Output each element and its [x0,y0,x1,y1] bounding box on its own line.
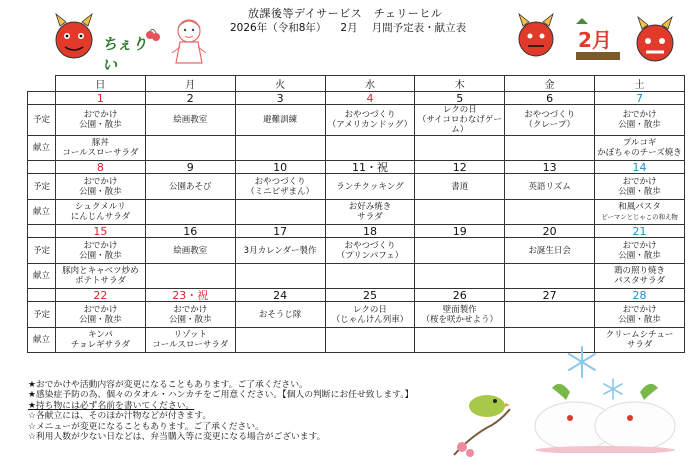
calendar-table [27,75,685,353]
menu-cell [145,136,235,161]
date-cell: 2 [145,92,235,105]
note-item: ★おでかけや活動内容が変更になることもあります。ご了承ください。 [28,380,308,390]
schedule-line: 3月カレンダー製作 [243,245,317,256]
date-cell: 27 [505,289,595,302]
menu-cell [235,136,325,161]
date-cell: 19 [415,225,505,238]
schedule-line: おでかけ [83,304,118,315]
menu-cell [145,200,235,225]
schedule-line: おでかけ [622,176,657,187]
schedule-cell [145,105,235,136]
menu-cell [595,264,685,289]
schedule-line: （ミニピザまん） [246,186,315,197]
schedule-row-label: 予定 [28,174,56,200]
menu-cell [235,200,325,225]
schedule-line: 書道 [451,181,469,192]
schedule-cell [235,238,325,264]
month-label: 2月 [340,22,358,34]
schedule-cell [235,302,325,328]
notes-section [28,380,413,442]
schedule-line: （クレープ） [524,120,575,130]
date-cell: 11・祝 [325,161,415,174]
cherry-logo-icon [100,27,160,74]
date-cell: 26 [415,289,505,302]
schedule-line: 公園・散歩 [169,314,212,325]
schedule-cell [415,238,505,264]
date-cell: 15 [56,225,146,238]
date-cell: 28 [595,289,685,302]
schedule-line: おやつづくり [344,110,396,120]
menu-cell [145,264,235,289]
weekday-thu: 木 [415,76,505,92]
schedule-line: 英語リズム [528,181,571,192]
schedule-line: おやつづくり [524,110,576,120]
menu-cell [595,200,685,225]
schedule-cell [145,174,235,200]
schedule-cell [145,302,235,328]
schedule-line: （サイコロわなげゲーム） [417,115,502,135]
date-cell: 14 [595,161,685,174]
menu-line: 豚丼 [91,138,109,148]
schedule-row-label: 予定 [28,302,56,328]
weekday-sat: 土 [595,76,685,92]
schedule-line: おでかけ [622,110,657,120]
girl-drawing-icon [168,15,210,70]
date-label-cell [28,92,56,105]
menu-line: プルコギ [622,138,657,148]
schedule-line: レクの日 [442,105,477,115]
date-cell: 3 [235,92,325,105]
logo-text: ちぇりい [102,35,148,74]
schedule-cell [56,105,146,136]
schedule-line: 絵画教室 [173,245,208,256]
schedule-cell [325,174,415,200]
schedule-line: 公園あそび [169,181,212,192]
schedule-cell [325,302,415,328]
schedule-cell [235,174,325,200]
note-item: ★感染症予防の為、個々のタオル・ハンカチをご用意ください。【個人の判断にお任せ致します。】 [28,390,414,401]
schedule-row [28,174,685,200]
schedule-row [28,302,685,328]
bird-icon [465,390,510,420]
menu-line: ポテトサラダ [74,276,126,286]
weekday-mon: 月 [145,76,235,92]
schedule-line: 公園・散歩 [79,250,122,261]
schedule-cell [505,302,595,328]
schedule-cell [56,302,146,328]
menu-line: クリームシチュー [605,330,674,340]
schedule-line: おでかけ [83,240,118,251]
schedule-line: （じゃんけん列車） [331,314,409,325]
menu-cell [595,136,685,161]
date-label-cell [28,161,56,174]
date-cell: 22 [56,289,146,302]
schedule-line: レクの日 [353,304,387,315]
date-cell: 6 [505,92,595,105]
schedule-line: おやつづくり [254,176,306,187]
page-title: 放課後等デイサービス チェリーヒル [248,7,443,20]
weekday-wed: 水 [325,76,415,92]
menu-row [28,264,685,289]
schedule-line: 公園・散歩 [79,186,122,197]
schedule-line: おでかけ [83,110,118,120]
date-cell: 7 [595,92,685,105]
month-badge-text: 2月 [578,28,612,52]
date-cell: 17 [235,225,325,238]
menu-row-label: 献立 [28,136,56,161]
schedule-row [28,238,685,264]
schedule-cell [325,105,415,136]
note-item: ★持ち物には必ず名前を書いてください。 [28,400,195,411]
date-cell: 5 [415,92,505,105]
schedule-cell [595,302,685,328]
menu-row [28,136,685,161]
weekday-header-row [28,76,685,92]
date-cell: 12 [415,161,505,174]
schedule-label: 月間予定表・献立表 [371,22,467,34]
menu-row-label: 献立 [28,200,56,225]
date-cell: 23・祝 [145,289,235,302]
schedule-line: おでかけ [622,240,657,251]
schedule-line: 絵画教室 [173,115,208,125]
schedule-cell [235,105,325,136]
menu-cell [56,136,146,161]
year-label: 2026年（令和8年） [230,22,327,34]
menu-row [28,200,685,225]
date-row [28,225,685,238]
menu-line: コールスローサラダ [152,340,229,350]
menu-cell [595,328,685,353]
month-badge-icon [574,18,622,62]
menu-line: 鶏の照り焼き [614,266,666,276]
schedule-cell [505,105,595,136]
menu-line: キンパ [88,330,113,340]
date-cell: 1 [56,92,146,105]
schedule-line: 公園・散歩 [618,250,661,261]
menu-cell [56,264,146,289]
red-oni-icon [50,12,98,62]
menu-cell [325,136,415,161]
menu-line: ピーマンとじゃこの和え物 [601,213,678,221]
schedule-row [28,105,685,136]
schedule-cell [415,302,505,328]
menu-cell [505,200,595,225]
snow-rabbit-icon [530,378,680,453]
schedule-row-label: 予定 [28,238,56,264]
schedule-line: ランチクッキング [336,181,404,192]
menu-line: 豚肉とキャベツ炒め [62,266,139,276]
note-item: ☆利用人数が少ない日などは、弁当購入等に変更になる場合がございます。 [28,432,326,443]
menu-cell [505,264,595,289]
date-cell: 8 [56,161,146,174]
note-item: ☆各献立には、そのほか汁物などが付きます。 [28,411,212,422]
date-cell: 16 [145,225,235,238]
weekday-tue: 火 [235,76,325,92]
schedule-cell [56,174,146,200]
schedule-cell [415,174,505,200]
schedule-line: お誕生日会 [528,245,571,256]
menu-cell [56,200,146,225]
schedule-line: おそうじ隊 [258,309,302,320]
menu-line: リゾット [173,330,208,340]
menu-cell [415,200,505,225]
menu-cell [325,328,415,353]
date-row [28,161,685,174]
date-label-cell [28,289,56,302]
menu-line: 和風パスタ [618,202,661,212]
page-subtitle [230,20,480,35]
schedule-line: 壁面製作 [442,304,477,315]
schedule-cell [505,238,595,264]
schedule-cell [505,174,595,200]
snow-crystal-icon [565,345,599,379]
date-row [28,289,685,302]
date-cell: 4 [325,92,415,105]
schedule-line: （桜を咲かせよう） [421,314,499,325]
date-row [28,92,685,105]
date-cell: 21 [595,225,685,238]
schedule-line: おやつづくり [344,240,396,251]
menu-cell [415,136,505,161]
schedule-cell [595,238,685,264]
menu-line: サラダ [357,212,383,222]
menu-cell [235,328,325,353]
schedule-line: おでかけ [622,304,657,315]
date-label-cell [28,225,56,238]
schedule-line: 公園・散歩 [618,314,661,325]
menu-cell [505,136,595,161]
red-oni-icon [632,15,678,67]
menu-line: お好み焼き [348,202,392,212]
menu-line: チョレギサラダ [70,340,130,350]
schedule-cell [145,238,235,264]
schedule-line: 公園・散歩 [79,120,122,130]
schedule-line: （プリンパフェ） [336,250,404,261]
schedule-line: 公園・散歩 [618,186,661,197]
menu-cell [235,264,325,289]
menu-line: コールスローサラダ [62,148,139,158]
schedule-line: 公園・散歩 [618,120,661,130]
weekday-fri: 金 [505,76,595,92]
menu-cell [145,328,235,353]
menu-line: パスタサラダ [614,276,665,286]
date-cell: 13 [505,161,595,174]
menu-row-label: 献立 [28,264,56,289]
schedule-line: おでかけ [83,176,118,187]
red-oni-mask-icon [515,12,557,60]
date-cell: 10 [235,161,325,174]
schedule-line: おでかけ [173,304,208,315]
schedule-line: 避難訓練 [263,115,298,125]
menu-cell [415,328,505,353]
menu-row-label: 献立 [28,328,56,353]
menu-cell [325,200,415,225]
note-item: ☆メニューが変更になることもあります。ご了承ください。 [28,421,264,432]
date-cell: 9 [145,161,235,174]
schedule-row-label: 予定 [28,105,56,136]
menu-line: にんじんサラダ [70,212,131,222]
schedule-cell [325,238,415,264]
menu-line: サラダ [626,340,653,350]
date-cell: 20 [505,225,595,238]
menu-line: かぼちゃのチーズ焼き [597,148,682,158]
schedule-cell [415,105,505,136]
schedule-cell [595,174,685,200]
date-cell: 24 [235,289,325,302]
schedule-cell [595,105,685,136]
schedule-cell [56,238,146,264]
schedule-line: 公園・散歩 [79,314,122,325]
menu-line: シュクメルリ [75,202,126,212]
schedule-line: （アメリカンドッグ） [327,120,413,130]
weekday-sun: 日 [56,76,146,92]
corner-cell [28,76,56,92]
menu-cell [56,328,146,353]
date-cell: 25 [325,289,415,302]
menu-cell [415,264,505,289]
date-cell: 18 [325,225,415,238]
menu-cell [325,264,415,289]
